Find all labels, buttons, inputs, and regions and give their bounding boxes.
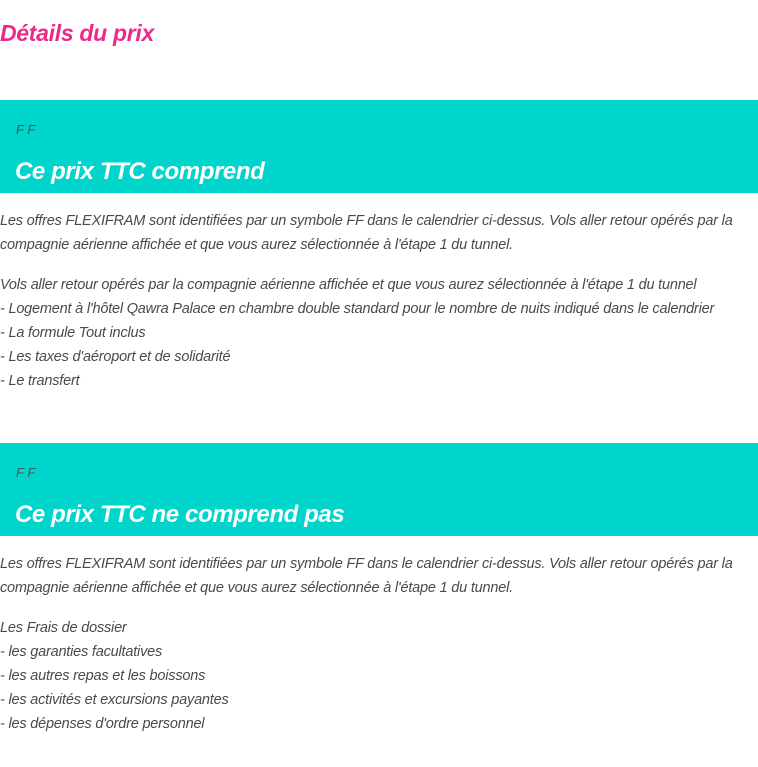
list-item: - Les taxes d'aéroport et de solidarité	[0, 349, 231, 365]
included-items-list	[0, 273, 745, 393]
list-item: - les garanties facultatives	[0, 644, 163, 660]
ff-tag: F F	[16, 465, 36, 480]
price-included-header	[0, 100, 758, 193]
price-excluded-heading: Ce prix TTC ne comprend pas	[15, 501, 345, 528]
price-included-heading: Ce prix TTC comprend	[15, 158, 265, 185]
flexifram-intro: Les offres FLEXIFRAM sont identifiées par un symbole FF dans le calendrier ci-dessus. Vols aller retour opérés par la compagnie aérienne affichée et que vous aurez sélectionnée à l'étape 1 du tunnel.	[0, 213, 733, 253]
list-item: - les autres repas et les boissons	[0, 668, 206, 684]
list-item: - Logement à l'hôtel Qawra Palace en chambre double standard pour le nombre de nuits indiqué dans le calendrier	[0, 301, 715, 317]
page-title: Détails du prix	[0, 20, 154, 46]
price-excluded-header	[0, 443, 758, 536]
list-item: - les dépenses d'ordre personnel	[0, 716, 205, 732]
list-item: Les Frais de dossier	[0, 620, 127, 636]
list-item: - les activités et excursions payantes	[0, 692, 229, 708]
list-item: Vols aller retour opérés par la compagnie aérienne affichée et que vous aurez sélectionnée à l'étape 1 du tunnel	[0, 277, 697, 293]
list-item: - Le transfert	[0, 373, 80, 389]
excluded-items-list	[0, 616, 745, 736]
ff-tag: F F	[16, 122, 36, 137]
list-item: - La formule Tout inclus	[0, 325, 146, 341]
flexifram-intro: Les offres FLEXIFRAM sont identifiées par un symbole FF dans le calendrier ci-dessus. Vols aller retour opérés par la compagnie aérienne affichée et que vous aurez sélectionnée à l'étape 1 du tunnel.	[0, 556, 733, 596]
